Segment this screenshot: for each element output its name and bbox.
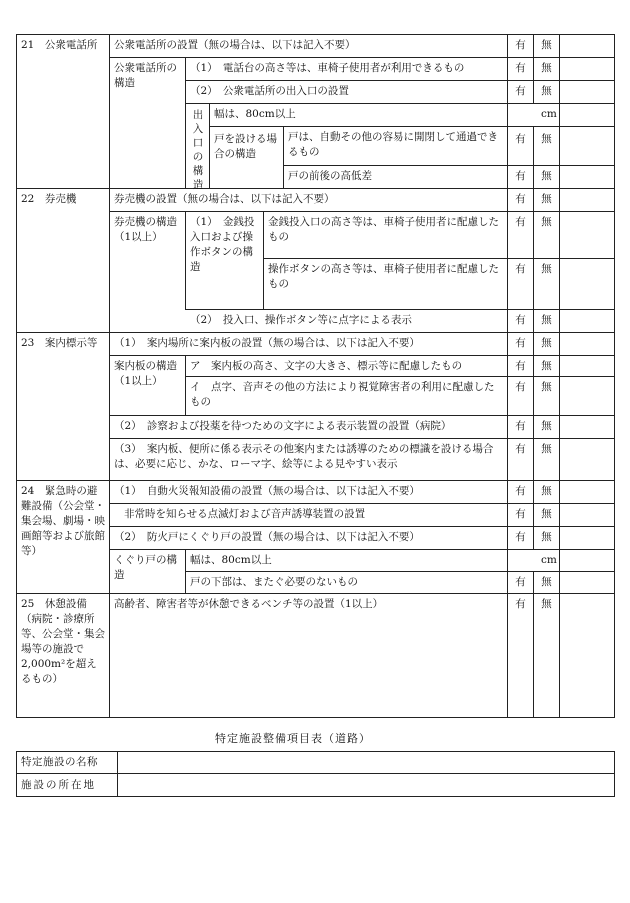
sec22-label: 22 券売機 [21, 193, 77, 205]
no-mark: 無 [541, 508, 552, 520]
no-mark: 無 [541, 216, 552, 228]
sec21-row-exit: （2） 公衆電話所の出入口の設置 [190, 85, 349, 97]
yes-mark: 有 [515, 381, 526, 393]
facility-address-label: 施設の所在地 [21, 779, 96, 791]
yes-mark: 有 [515, 508, 526, 520]
no-mark: 無 [541, 337, 552, 349]
yes-mark: 有 [515, 420, 526, 432]
sec21-door-struct-label: 戸を設ける場合の構造 [214, 133, 277, 160]
yes-mark: 有 [515, 216, 526, 228]
no-mark: 無 [541, 85, 552, 97]
sec23-row-b: イ 点字、音声その他の方法により視覚障害者の利用に配慮したもの [190, 381, 495, 408]
cm-unit: cm [541, 554, 557, 566]
no-mark: 無 [541, 314, 552, 326]
sec25-row-bench: 高齢者、障害者等が休憩できるベンチ等の設置（1以上） [114, 598, 384, 610]
yes-mark: 有 [515, 133, 526, 145]
no-mark: 無 [541, 360, 552, 372]
no-mark: 無 [541, 576, 552, 588]
facility-name-field[interactable] [118, 752, 614, 773]
facility-address-field[interactable] [118, 774, 614, 796]
sec22-row-coin: 金銭投入口の高さ等は、車椅子使用者に配慮したもの [268, 216, 499, 243]
sec23-row-signs: （3） 案内板、便所に係る表示その他案内または誘導のための標識を設ける場合は、必要に応じ、かな、ローマ字、絵等による見やすい表示 [114, 443, 494, 470]
sec23-struct-label: 案内板の構造（1以上） [114, 360, 177, 387]
sec24-row-width: 幅は、80cm以上 [190, 554, 272, 566]
yes-mark: 有 [515, 62, 526, 74]
sec22-row-braille: （2） 投入口、操作ボタン等に点字による表示 [190, 314, 412, 326]
sec21-row-door-open: 戸は、自動その他の容易に開閉して通過できるもの [288, 131, 498, 158]
sec22-struct-label: 券売機の構造（1以上） [114, 216, 177, 243]
sec21-row-install: 公衆電話所の設置（無の場合は、以下は記入不要） [114, 39, 356, 51]
no-mark: 無 [541, 485, 552, 497]
form2-title: 特定施設整備項目表（道路） [215, 732, 371, 745]
sec21-row-door-diff: 戸の前後の高低差 [288, 170, 372, 182]
no-mark: 無 [541, 39, 552, 51]
sec24-row-bottom: 戸の下部は、またぐ必要のないもの [190, 576, 358, 588]
sec23-row-board: （1） 案内場所に案内板の設置（無の場合は、以下は記入不要） [114, 337, 420, 349]
yes-mark: 有 [515, 485, 526, 497]
yes-mark: 有 [515, 314, 526, 326]
sec24-row-strobe: 非常時を知らせる点滅灯および音声誘導装置の設置 [124, 508, 366, 520]
sec25-label: 25 休憩設備（病院・診療所等、公会堂・集会場等の施設で2,000m²を超えるもの） [21, 598, 105, 685]
no-mark: 無 [541, 420, 552, 432]
sec24-row-alarm: （1） 自動火災報知設備の設置（無の場合は、以下は記入不要） [114, 485, 420, 497]
sec23-label: 23 案内標示等 [21, 337, 98, 349]
no-mark: 無 [541, 381, 552, 393]
no-mark: 無 [541, 133, 552, 145]
yes-mark: 有 [515, 598, 526, 610]
yes-mark: 有 [515, 443, 526, 455]
yes-mark: 有 [515, 360, 526, 372]
yes-mark: 有 [515, 170, 526, 182]
yes-mark: 有 [515, 193, 526, 205]
yes-mark: 有 [515, 576, 526, 588]
sec23-row-display: （2） 診察および投薬を待つための文字による表示装置の設置（病院） [114, 420, 452, 432]
sec22-row-install: 券売機の設置（無の場合は、以下は記入不要） [114, 193, 335, 205]
yes-mark: 有 [515, 337, 526, 349]
sec21-struct-label: 公衆電話所の構造 [114, 62, 177, 89]
no-mark: 無 [541, 62, 552, 74]
sec22-row-button: 操作ボタンの高さ等は、車椅子使用者に配慮したもの [268, 263, 499, 290]
sec21-exit-struct-vertical: 出入口の構造 [192, 109, 204, 191]
yes-mark: 有 [515, 531, 526, 543]
sec24-row-firedoor: （2） 防火戸にくぐり戸の設置（無の場合は、以下は記入不要） [114, 531, 420, 543]
no-mark: 無 [541, 170, 552, 182]
sec21-row-height: （1） 電話台の高さ等は、車椅子使用者が利用できるもの [190, 62, 465, 74]
no-mark: 無 [541, 443, 552, 455]
no-mark: 無 [541, 193, 552, 205]
no-mark: 無 [541, 531, 552, 543]
no-mark: 無 [541, 598, 552, 610]
yes-mark: 有 [515, 85, 526, 97]
facility-name-label: 特定施設の名称 [21, 756, 98, 768]
yes-mark: 有 [515, 39, 526, 51]
sec23-row-a: ア 案内板の高さ、文字の大きさ、標示等に配慮したもの [190, 360, 463, 372]
sec24-label: 24 緊急時の避難設備（公会堂・集会場、劇場・映画館等および旅館等） [21, 485, 105, 557]
sec22-sub1-label: （1） 金銭投入口および操作ボタンの構造 [190, 216, 255, 273]
cm-unit: cm [541, 108, 557, 120]
sec24-struct-label: くぐり戸の構造 [114, 554, 177, 581]
sec21-label: 21 公衆電話所 [21, 39, 98, 51]
no-mark: 無 [541, 263, 552, 275]
sec21-row-width: 幅は、80cm以上 [214, 108, 296, 120]
yes-mark: 有 [515, 263, 526, 275]
